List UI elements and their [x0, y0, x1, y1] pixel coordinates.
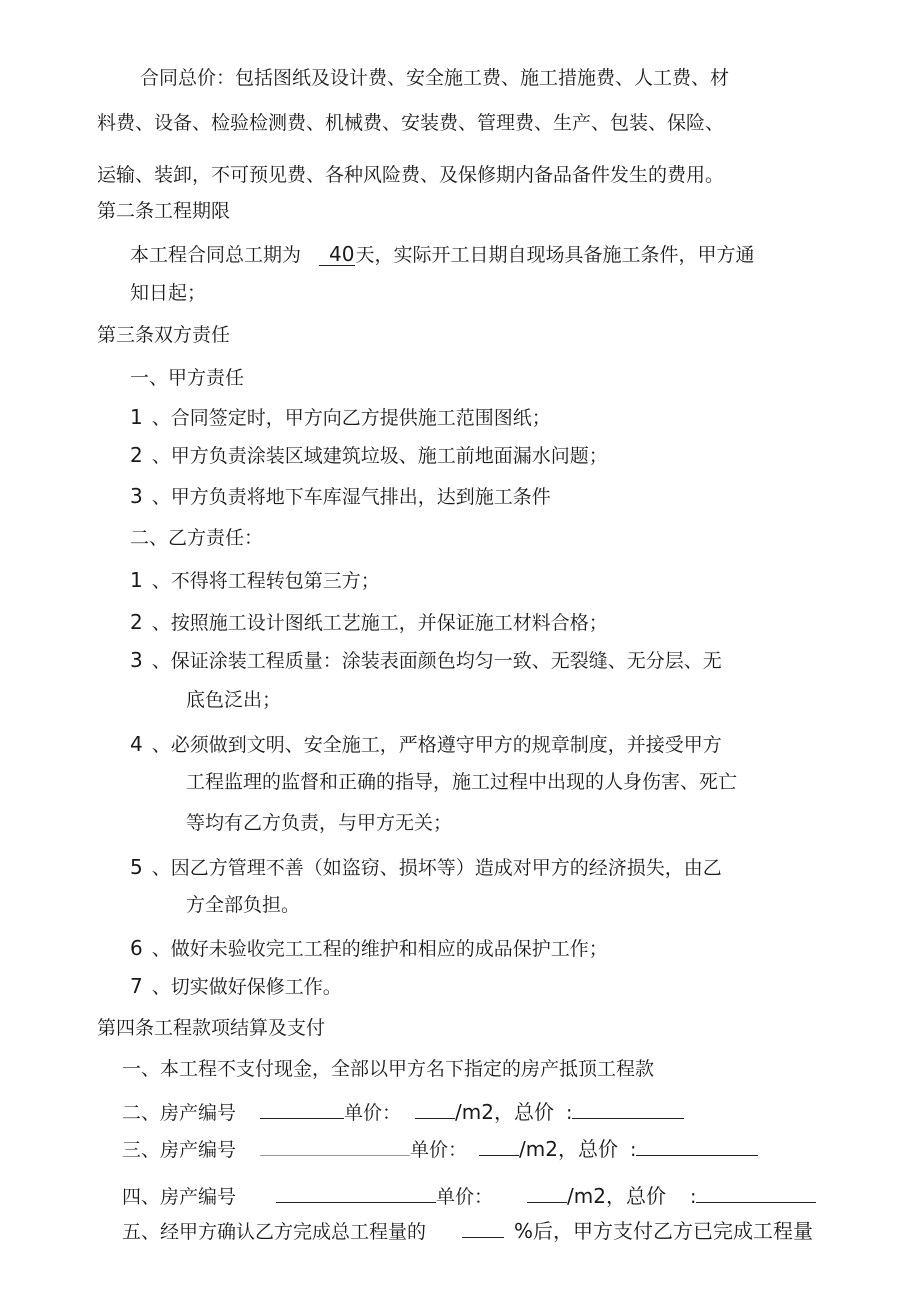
- party-a-item-1: 1 、合同签定时，甲方向乙方提供施工范围图纸；: [130, 405, 551, 429]
- duration-rest: 天，实际开工日期自现场具备施工条件，甲方通: [355, 244, 755, 266]
- property-row-2: 二、房产编号 单价： /m2，总价 :: [122, 1098, 684, 1125]
- property-number-label: 四、房产编号: [122, 1186, 237, 1208]
- party-a-item-2: 2 、甲方负责涂装区域建筑垃圾、施工前地面漏水问题；: [130, 443, 608, 467]
- total-price-blank[interactable]: [572, 1098, 684, 1119]
- article3-heading: 第三条双方责任: [97, 324, 231, 346]
- article4-item-1: 一、本工程不支付现金，全部以甲方名下指定的房产抵顶工程款: [122, 1058, 655, 1080]
- unit-total-label: /m2，总价: [519, 1137, 618, 1161]
- unit-price-blank[interactable]: [415, 1098, 455, 1119]
- duration-days-value: 40: [319, 243, 355, 266]
- party-b-item-4: 4 、必须做到文明、安全施工，严格遵守甲方的规章制度，并接受甲方: [130, 732, 722, 756]
- party-b-item-5: 5 、因乙方管理不善（如盗窃、损坏等）造成对甲方的经济损失，由乙: [130, 855, 722, 879]
- article4-item-5: 五、经甲方确认乙方完成总工程量的 %后，甲方支付乙方已完成工程量: [122, 1219, 814, 1243]
- party-b-item-7: 7 、切实做好保修工作。: [130, 974, 342, 998]
- unit-total-label: /m2，总价: [567, 1184, 666, 1208]
- property-number-blank[interactable]: [260, 1098, 344, 1119]
- party-b-item-4-cont-1: 工程监理的监督和正确的指导，施工过程中出现的人身伤害、死亡: [186, 771, 738, 793]
- property-row-3: 三、房产编号 单价： /m2，总价 :: [122, 1135, 758, 1162]
- article2-heading: 第二条工程期限: [97, 200, 231, 222]
- party-b-item-3-cont: 底色泛出；: [186, 689, 282, 711]
- party-b-item-1: 1 、不得将工程转包第三方；: [130, 568, 380, 592]
- total-price-line-2: 料费、设备、检验检测费、机械费、安装费、管理费、生产、包装、保险、: [97, 112, 725, 134]
- party-b-item-2: 2 、按照施工设计图纸工艺施工，并保证施工材料合格；: [130, 610, 608, 634]
- total-price-blank[interactable]: [636, 1135, 758, 1156]
- total-price-blank[interactable]: [696, 1182, 816, 1203]
- unit-total-label: /m2，总价: [455, 1100, 554, 1124]
- unit-price-blank[interactable]: [479, 1135, 519, 1156]
- article2-duration-line: [130, 243, 754, 267]
- unit-price-label: 单价：: [344, 1102, 402, 1124]
- unit-price-blank[interactable]: [527, 1182, 567, 1203]
- property-number-label: 二、房产编号: [122, 1102, 237, 1124]
- party-b-item-6: 6 、做好未验收完工工程的维护和相应的成品保护工作；: [130, 936, 608, 960]
- article4-heading: 第四条工程款项结算及支付: [97, 1017, 326, 1039]
- property-number-blank[interactable]: [276, 1182, 436, 1203]
- total-price-line-1: 合同总价：包括图纸及设计费、安全施工费、施工措施费、人工费、材: [140, 67, 730, 89]
- party-b-item-4-cont-2: 等均有乙方负责，与甲方无关；: [186, 812, 453, 834]
- party-a-item-3: 3 、甲方负责将地下车库湿气排出，达到施工条件: [130, 484, 551, 508]
- party-a-heading: 一、甲方责任: [130, 367, 245, 389]
- percentage-blank[interactable]: [462, 1217, 504, 1238]
- party-b-heading: 二、乙方责任：: [130, 527, 264, 549]
- property-number-label: 三、房产编号: [122, 1139, 237, 1161]
- property-row-4: 四、房产编号 单价： /m2，总价 :: [122, 1182, 816, 1209]
- party-b-item-5-cont: 方全部负担。: [186, 894, 301, 916]
- property-number-blank[interactable]: [260, 1135, 410, 1156]
- unit-price-label: 单价：: [410, 1139, 468, 1161]
- article2-line-2: 知日起；: [130, 282, 207, 304]
- party-b-item-3: 3 、保证涂装工程质量：涂装表面颜色均匀一致、无裂缝、无分层、无: [130, 648, 722, 672]
- total-price-line-3: 运输、装卸，不可预见费、各种风险费、及保修期内备品备件发生的费用。: [97, 164, 725, 186]
- duration-label: 本工程合同总工期为: [130, 244, 302, 266]
- unit-price-label: 单价：: [436, 1186, 494, 1208]
